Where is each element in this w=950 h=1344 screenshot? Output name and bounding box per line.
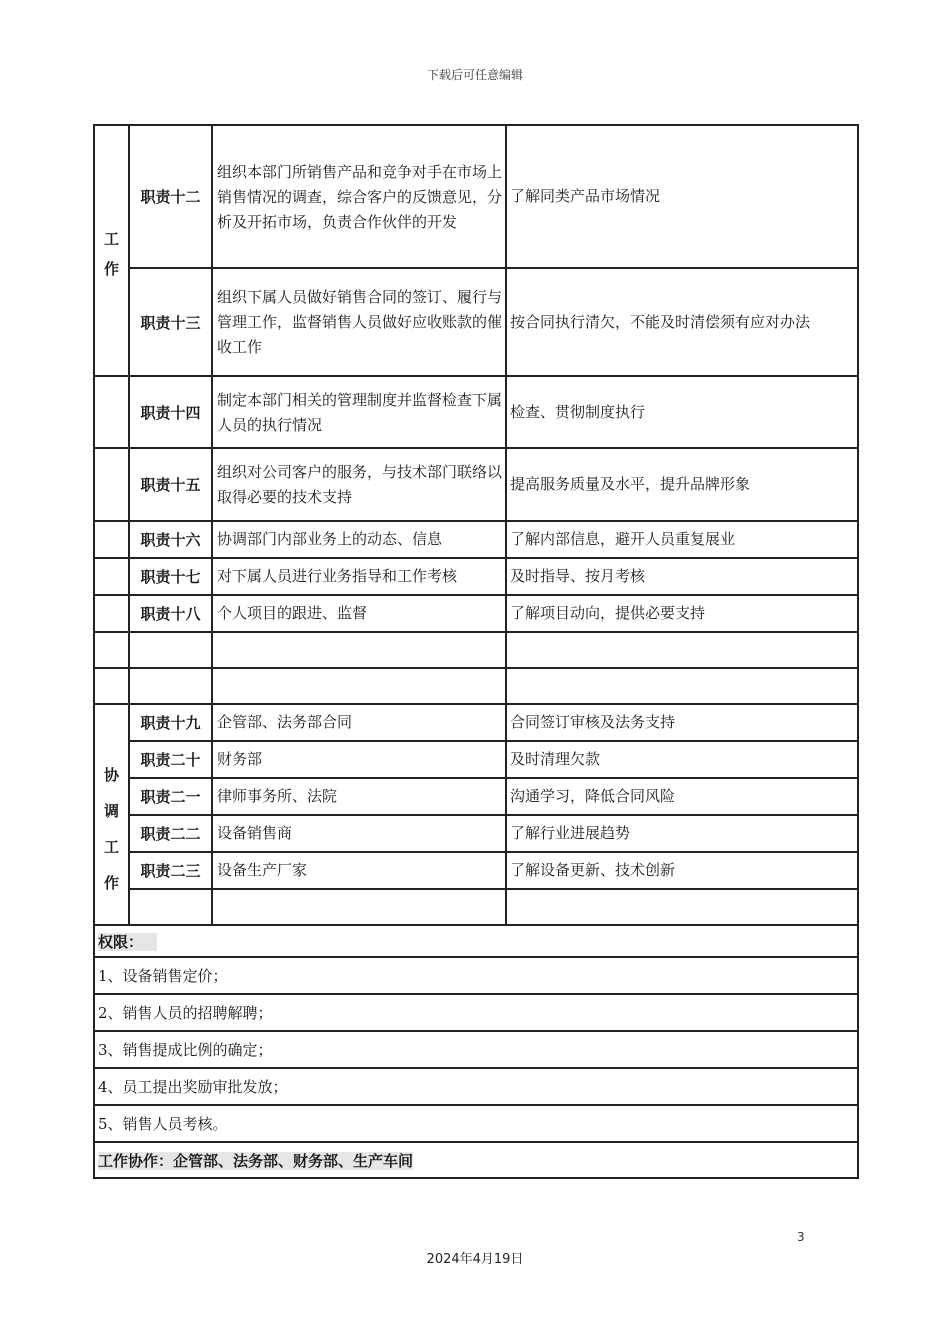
duty-label: 职责二二 xyxy=(129,815,212,852)
duty-description: 律师事务所、法院 xyxy=(212,778,506,815)
duty-label: 职责十九 xyxy=(129,704,212,741)
duty-description: 组织下属人员做好销售合同的签订、履行与管理工作，监督销售人员做好应收账款的催收工作 xyxy=(212,268,506,376)
date-footer: 2024年4月19日 xyxy=(426,1252,524,1267)
authority-title: 权限： xyxy=(98,933,157,951)
authority-item: 2、销售人员的招聘解聘； xyxy=(94,994,858,1031)
duty-description: 企管部、法务部合同 xyxy=(212,704,506,741)
duty-label: 职责十四 xyxy=(129,376,212,448)
authority-row xyxy=(94,1068,858,1105)
duty-label: 职责十八 xyxy=(129,595,212,632)
duty-description: 财务部 xyxy=(212,741,506,778)
table-row xyxy=(94,595,858,632)
duty-description: 对下属人员进行业务指导和工作考核 xyxy=(212,558,506,595)
duty-description: 设备生产厂家 xyxy=(212,852,506,889)
authority-title-cell xyxy=(94,925,858,957)
category-cell-empty xyxy=(94,558,129,595)
table-row xyxy=(94,815,858,852)
authority-header-row xyxy=(94,925,858,957)
duty-label: 职责十六 xyxy=(129,521,212,558)
authority-row xyxy=(94,1105,858,1142)
authority-row xyxy=(94,994,858,1031)
empty-cell xyxy=(129,889,212,925)
page-number: 3 xyxy=(797,1230,805,1244)
table-row xyxy=(94,558,858,595)
duty-description: 组织对公司客户的服务，与技术部门联络以取得必要的技术支持 xyxy=(212,448,506,521)
duty-label: 职责二三 xyxy=(129,852,212,889)
category-label-work: 工作 xyxy=(103,230,119,278)
category-cell-empty xyxy=(94,376,129,448)
empty-cell xyxy=(129,668,212,704)
authority-item: 1、设备销售定价； xyxy=(94,957,858,994)
collaboration-row xyxy=(94,1142,858,1178)
duty-goal: 按合同执行清欠，不能及时清偿须有应对办法 xyxy=(506,268,858,376)
empty-cell xyxy=(506,668,858,704)
table-row xyxy=(94,852,858,889)
duty-goal: 及时指导、按月考核 xyxy=(506,558,858,595)
duty-description: 组织本部门所销售产品和竞争对手在市场上销售情况的调查，综合客户的反馈意见，分析及开拓市场，负责合作伙伴的开发 xyxy=(212,125,506,268)
empty-cell xyxy=(129,632,212,668)
duty-goal: 了解同类产品市场情况 xyxy=(506,125,858,268)
collaboration-text: 工作协作：企管部、法务部、财务部、生产车间 xyxy=(98,1151,414,1170)
category-cell-coordination xyxy=(94,704,129,925)
authority-item: 5、销售人员考核。 xyxy=(94,1105,858,1142)
duty-goal: 了解行业进展趋势 xyxy=(506,815,858,852)
duty-description: 协调部门内部业务上的动态、信息 xyxy=(212,521,506,558)
responsibility-table xyxy=(93,124,859,1179)
category-label-coordination: 协调工作 xyxy=(103,766,119,892)
duty-label: 职责十五 xyxy=(129,448,212,521)
duty-label: 职责十三 xyxy=(129,268,212,376)
empty-cell xyxy=(212,632,506,668)
category-cell-empty xyxy=(94,448,129,521)
duty-goal: 沟通学习，降低合同风险 xyxy=(506,778,858,815)
duty-label: 职责十七 xyxy=(129,558,212,595)
collaboration-cell xyxy=(94,1142,858,1178)
duty-label: 职责二十 xyxy=(129,741,212,778)
duty-goal: 了解内部信息，避开人员重复展业 xyxy=(506,521,858,558)
table-row xyxy=(94,704,858,741)
empty-cell xyxy=(506,632,858,668)
table-row-empty xyxy=(94,889,858,925)
category-cell-work xyxy=(94,125,129,376)
duty-goal: 提高服务质量及水平，提升品牌形象 xyxy=(506,448,858,521)
empty-cell xyxy=(94,668,129,704)
table-row-empty xyxy=(94,668,858,704)
table-row xyxy=(94,741,858,778)
duty-goal: 及时清理欠款 xyxy=(506,741,858,778)
authority-row xyxy=(94,1031,858,1068)
authority-item: 3、销售提成比例的确定； xyxy=(94,1031,858,1068)
table-row xyxy=(94,448,858,521)
empty-cell xyxy=(506,889,858,925)
header-note: 下载后可任意编辑 xyxy=(426,68,523,82)
table-row xyxy=(94,125,858,268)
category-cell-empty xyxy=(94,595,129,632)
empty-cell xyxy=(212,889,506,925)
table-row xyxy=(94,778,858,815)
duty-goal: 检查、贯彻制度执行 xyxy=(506,376,858,448)
duty-goal: 合同签订审核及法务支持 xyxy=(506,704,858,741)
duty-label: 职责十二 xyxy=(129,125,212,268)
table-row xyxy=(94,268,858,376)
empty-cell xyxy=(94,632,129,668)
duty-description: 制定本部门相关的管理制度并监督检查下属人员的执行情况 xyxy=(212,376,506,448)
table-row xyxy=(94,376,858,448)
duty-description: 个人项目的跟进、监督 xyxy=(212,595,506,632)
authority-item: 4、员工提出奖励审批发放； xyxy=(94,1068,858,1105)
duty-label: 职责二一 xyxy=(129,778,212,815)
duty-description: 设备销售商 xyxy=(212,815,506,852)
empty-cell xyxy=(212,668,506,704)
authority-row xyxy=(94,957,858,994)
duty-goal: 了解项目动向，提供必要支持 xyxy=(506,595,858,632)
table-row xyxy=(94,521,858,558)
category-cell-empty xyxy=(94,521,129,558)
duty-goal: 了解设备更新、技术创新 xyxy=(506,852,858,889)
table-row-empty xyxy=(94,632,858,668)
